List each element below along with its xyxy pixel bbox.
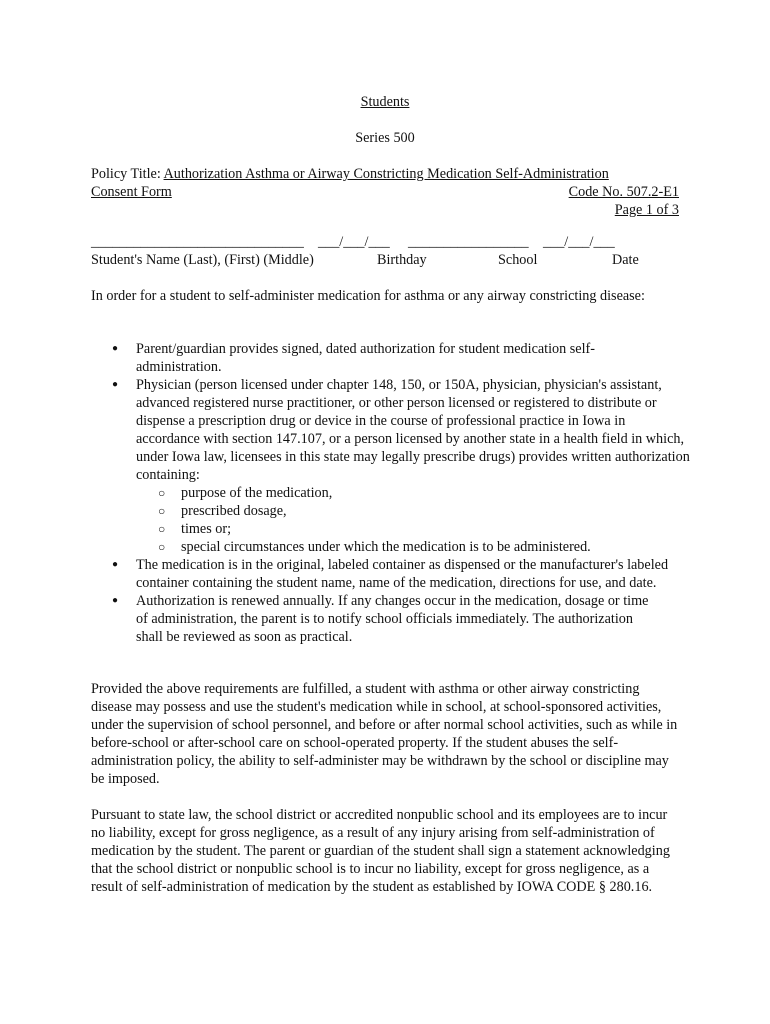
list-item: ● Authorization is renewed annually. If any changes occur in the medication, dosage or time of administration, the parent is to notify school officials immediately. The authorization shall be reviewed as soon as practical. — [91, 592, 691, 646]
date-field[interactable]: ___/___/___ — [543, 234, 615, 250]
list-item: ● Physician (person licensed under chapter 148, 150, or 150A, physician, physician's assistant, advanced registered nurse practitioner, or other person licensed or registered to distribute or dispense a prescription drug or device in the course of professional practice in Iowa in accordance with section 147.107, or a person licensed by another state in a health field in which, under Iowa law, licensees in this state may legally prescribe drugs) provides written authorization containing: ○ purpose of the medication, ○ prescribed dosage, ○ times or; ○ special circumstances under which the medication is to be administered. — [91, 376, 691, 556]
birthday-label: Birthday — [377, 252, 427, 268]
self-administration-paragraph: Provided the above requirements are fulfilled, a student with asthma or other airway constricting disease may possess and use the student's medication while in school, at school-sponsored activities, under the supervision of school personnel, and before or after normal school activities, such as while in before-school or after-school care on school-operated property. If the student abuses the self-administration policy, the ability to self-administer may be withdrawn by the school or discipline may be imposed. — [91, 681, 678, 787]
intro-paragraph: In order for a student to self-administer medication for asthma or any airway constricting disease: — [91, 288, 645, 304]
list-item: ○ times or; — [136, 520, 691, 538]
student-name-label: Student's Name (Last), (First) (Middle) — [91, 252, 314, 268]
list-item: ● Parent/guardian provides signed, dated authorization for student medication self-administration. — [91, 340, 691, 376]
liability-paragraph: Pursuant to state law, the school district or accredited nonpublic school and its employees are to incur no liability, except for gross negligence, as a result of any injury arising from self-administration of medication by the student. The parent or guardian of the student shall sign a statement acknowledging that the school district or nonpublic school is to incur no liability, except for gross negligence, as a result of self-administration of medication by the student as established by IOWA CODE § 280.16. — [91, 807, 670, 895]
requirements-list — [91, 340, 691, 646]
student-name-field[interactable]: ______________________________ — [91, 234, 304, 250]
policy-title-label: Policy Title: — [91, 166, 164, 182]
list-item: ○ special circumstances under which the medication is to be administered. — [136, 538, 691, 556]
series-heading: Series 500 — [355, 130, 415, 146]
school-field[interactable]: _________________ — [408, 234, 529, 250]
list-item: ○ prescribed dosage, — [136, 502, 691, 520]
school-label: School — [498, 252, 538, 268]
list-item: ● The medication is in the original, labeled container as dispensed or the manufacturer's labeled container containing the student name, name of the medication, directions for use, and date. — [91, 556, 691, 592]
code-number: Code No. 507.2-E1 — [568, 184, 679, 200]
date-label: Date — [612, 252, 639, 268]
policy-title — [91, 165, 691, 183]
list-item: ○ purpose of the medication, — [136, 484, 691, 502]
birthday-field[interactable]: ___/___/___ — [318, 234, 390, 250]
policy-title-text: Authorization Asthma or Airway Constricting Medication Self-Administration — [163, 166, 609, 182]
page-indicator: Page 1 of 3 — [614, 202, 679, 218]
policy-title-continued: Consent Form — [91, 184, 172, 200]
authorization-contents-list — [136, 484, 691, 556]
category-heading: Students — [360, 94, 410, 110]
